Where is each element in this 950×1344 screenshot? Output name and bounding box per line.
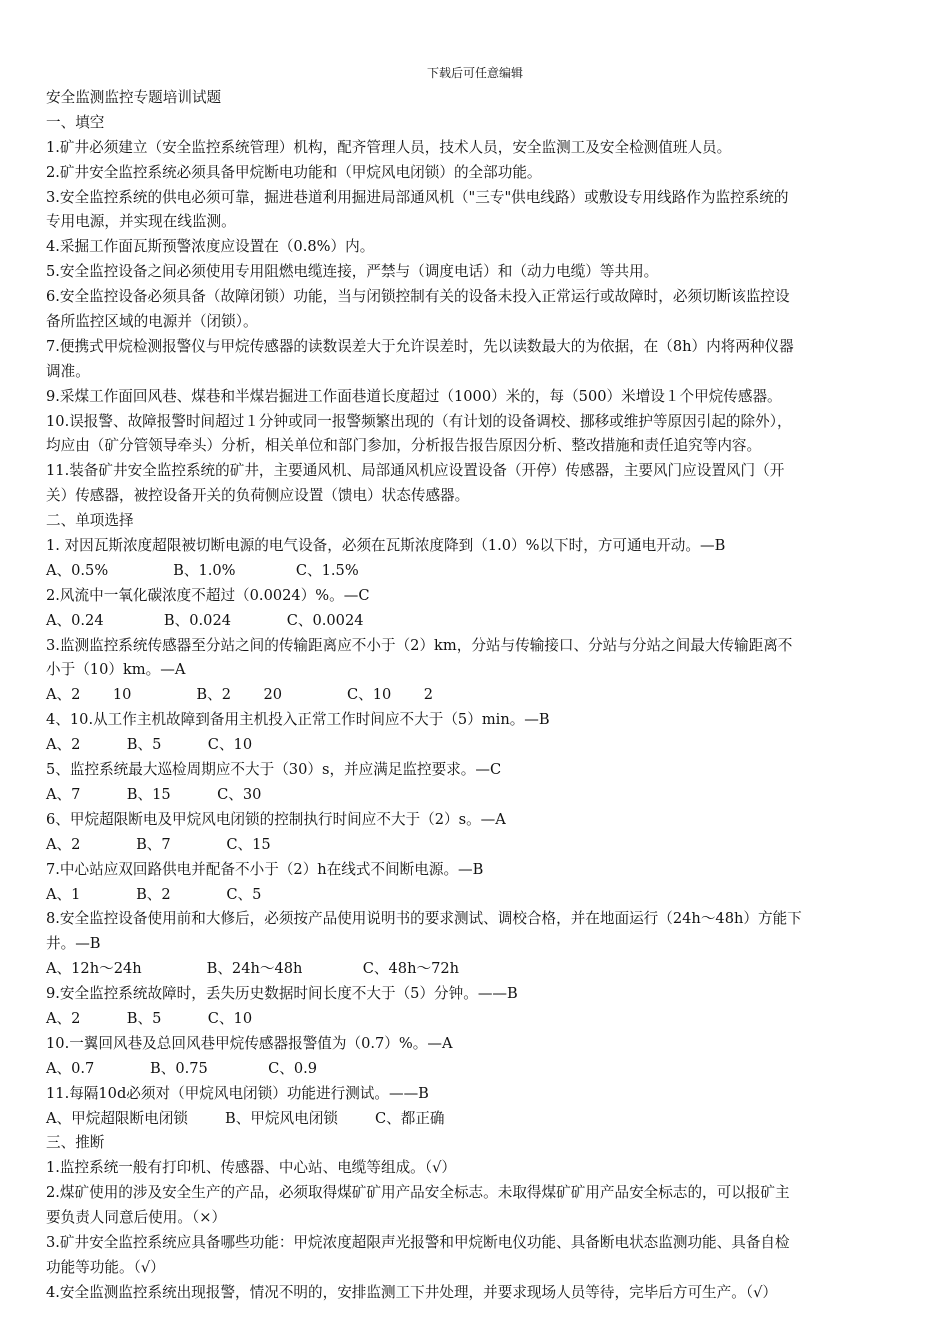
text-line: 5.安全监控设备之间必须使用专用阻燃电缆连接，严禁与（调度电话）和（动力电缆）等共用。 [46, 263, 659, 281]
text-line: 要负责人同意后使用。（×） [46, 1209, 227, 1227]
text-line: 安全监测监控专题培训试题 [46, 89, 222, 106]
text-line: 二、单项选择 [46, 512, 134, 530]
text-line: 9.采煤工作面回风巷、煤巷和半煤岩掘进工作面巷道长度超过（1000）米的，每（500）米增设１个甲烷传感器。 [46, 387, 782, 405]
text-line: 11.装备矿井安全监控系统的矿井，主要通风机、局部通风机应设置设备（开停）传感器，主要风门应设置风门（开 [46, 462, 785, 480]
text-line: A、2 B、7 C、15 [46, 835, 271, 853]
text-line: 2.煤矿使用的涉及安全生产的产品，必须取得煤矿矿用产品安全标志。未取得煤矿矿用产品安全标志的，可以报矿主 [46, 1184, 790, 1202]
text-line: 功能等功能。（√） [46, 1258, 165, 1276]
text-line: 3.矿井安全监控系统应具备哪些功能：甲烷浓度超限声光报警和甲烷断电仪功能、具备断电状态监测功能、具备自检 [46, 1233, 790, 1251]
text-line: 4、10.从工作主机故障到备用主机投入正常工作时间应不大于（5）min。—B [46, 711, 550, 729]
text-line: 3.监测监控系统传感器至分站之间的传输距离应不小于（2）km，分站与传输接口、分站与分站之间最大传输距离不 [46, 636, 793, 654]
text-line: 专用电源，并实现在线监测。 [46, 213, 236, 231]
text-line: 11.每隔10d必须对（甲烷风电闭锁）功能进行测试。——B [46, 1084, 429, 1102]
text-line: A、0.24 B、0.024 C、0.0024 [46, 611, 364, 629]
text-line: 5、监控系统最大巡检周期应不大于（30）s，并应满足监控要求。—C [46, 761, 502, 779]
text-line: 9.安全监控系统故障时，丢失历史数据时间长度不大于（5）分钟。——B [46, 985, 518, 1003]
text-line: A、12h～24h B、24h～48h C、48h～72h [46, 960, 460, 978]
text-line: 一、填空 [46, 113, 105, 131]
text-line: 10.一翼回风巷及总回风巷甲烷传感器报警值为（0.7）%。—A [46, 1034, 453, 1052]
text-line: A、0.7 B、0.75 C、0.9 [46, 1059, 318, 1077]
document-body [46, 86, 908, 1306]
text-line: A、1 B、2 C、5 [46, 885, 262, 903]
text-line: A、7 B、15 C、30 [46, 785, 262, 803]
text-line: 井。—B [46, 935, 101, 953]
text-line: 3.安全监控系统的供电必须可靠，掘进巷道利用掘进局部通风机（"三专"供电线路）或敷设专用线路作为监控系统的 [46, 188, 789, 206]
text-line: 6、甲烷超限断电及甲烷风电闭锁的控制执行时间应不大于（2）s。—A [46, 810, 506, 828]
text-line: A、2 B、5 C、10 [46, 1009, 253, 1027]
text-line: 调准。 [46, 362, 90, 380]
text-line: 均应由（矿分管领导牵头）分析，相关单位和部门参加，分析报告报告原因分析、整改措施和责任追究等内容。 [46, 437, 762, 455]
text-line: A、甲烷超限断电闭锁 B、甲烷风电闭锁 C、都正确 [46, 1109, 445, 1127]
text-line: A、0.5% B、1.0% C、1.5% [46, 561, 359, 579]
text-line: 1.矿井必须建立（安全监控系统管理）机构，配齐管理人员，技术人员，安全监测工及安全检测值班人员。 [46, 138, 732, 156]
text-line: 7.便携式甲烷检测报警仪与甲烷传感器的读数误差大于允许误差时，先以读数最大的为依据，在（8h）内将两种仪器 [46, 337, 794, 355]
text-line: 7.中心站应双回路供电并配备不小于（2）h在线式不间断电源。—B [46, 860, 484, 878]
text-line: 小于（10）km。—A [46, 661, 186, 679]
text-line: 三、推断 [46, 1134, 105, 1152]
text-line: 8.安全监控设备使用前和大修后，必须按产品使用说明书的要求测试、调校合格，并在地面运行（24h～48h）方能下 [46, 910, 802, 928]
text-line: 关）传感器，被控设备开关的负荷侧应设置（馈电）状态传感器。 [46, 487, 470, 505]
text-line: 4.采掘工作面瓦斯预警浓度应设置在（0.8%）内。 [46, 238, 375, 256]
text-line: 4.安全监测监控系统出现报警，情况不明的，安排监测工下井处理，并要求现场人员等待，完毕后方可生产。（√） [46, 1283, 778, 1301]
text-line: 1. 对因瓦斯浓度超限被切断电源的电气设备，必须在瓦斯浓度降到（1.0）%以下时，方可通电开动。—B [46, 537, 726, 555]
text-line: 2.风流中一氧化碳浓度不超过（0.0024）%。—C [46, 586, 370, 604]
text-line: 1.监控系统一般有打印机、传感器、中心站、电缆等组成。（√） [46, 1159, 456, 1177]
text-line: A、2 B、5 C、10 [46, 736, 253, 754]
text-line: 备所监控区域的电源并（闭锁）。 [46, 313, 258, 331]
page-header-note: 下载后可任意编辑 [426, 66, 523, 80]
text-line: 10.误报警、故障报警时间超过１分钟或同一报警频繁出现的（有计划的设备调校、挪移或维护等原因引起的除外）， [46, 412, 792, 430]
text-line: 2.矿井安全监控系统必须具备甲烷断电功能和（甲烷风电闭锁）的全部功能。 [46, 163, 542, 181]
text-line: A、2 10 B、2 20 C、10 2 [46, 686, 434, 704]
text-line: 6.安全监控设备必须具备（故障闭锁）功能，当与闭锁控制有关的设备未投入正常运行或故障时，必须切断该监控设 [46, 288, 790, 306]
